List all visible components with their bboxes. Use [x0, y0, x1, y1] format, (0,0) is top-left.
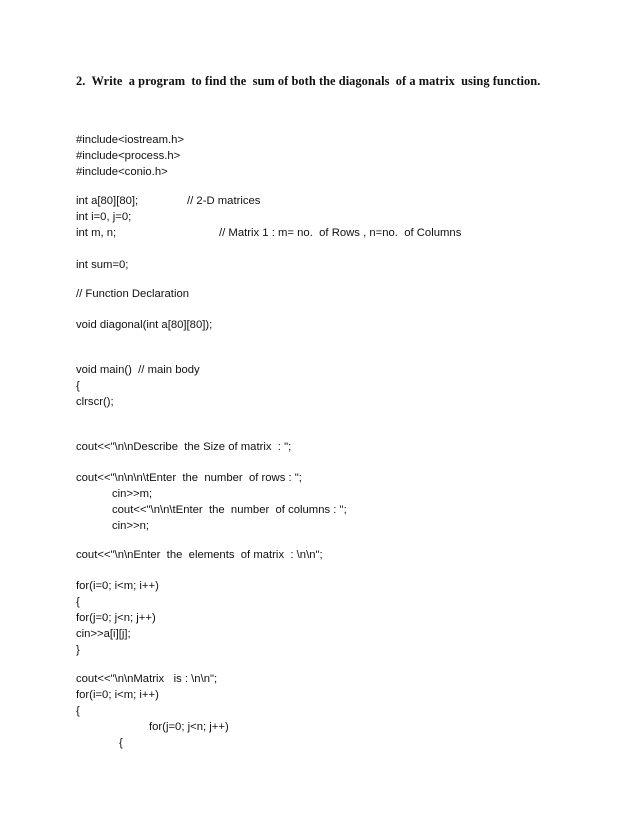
code-comment: // Matrix 1 : m= no. of Rows , n=no. of Columns [219, 227, 462, 239]
code-line: void diagonal(int a[80][80]); [76, 319, 213, 331]
code-line: cout<<"\n\n\tEnter the number of columns : "; [112, 504, 347, 516]
code-line: cout<<"\n\nDescribe the Size of matrix : "; [76, 441, 292, 453]
code-line: cin>>a[i][j]; [76, 628, 131, 640]
code-line: { [119, 737, 123, 749]
code-line: clrscr(); [76, 396, 114, 408]
code-line: { [76, 380, 80, 392]
code-line: for(j=0; j<n; j++) [149, 721, 229, 733]
code-line: } [76, 644, 80, 656]
code-line: #include<process.h> [76, 150, 181, 162]
code-line: cin>>n; [112, 520, 150, 532]
code-line: cout<<"\n\nEnter the elements of matrix : \n\n"; [76, 549, 323, 561]
code-line: #include<conio.h> [76, 166, 168, 178]
code-line: cin>>m; [112, 488, 153, 500]
code-line: for(j=0; j<n; j++) [76, 612, 156, 624]
code-line: { [76, 705, 80, 717]
code-line: int i=0, j=0; [76, 211, 132, 223]
code-line: for(i=0; i<m; i++) [76, 580, 159, 592]
code-line: void main() // main body [76, 364, 200, 376]
code-line: #include<iostream.h> [76, 134, 185, 146]
question-heading: 2. Write a program to find the sum of both the diagonals of a matrix using function. [76, 74, 541, 88]
code-comment: // 2-D matrices [187, 195, 261, 207]
code-line: for(i=0; i<m; i++) [76, 689, 159, 701]
code-line: int sum=0; [76, 259, 129, 271]
code-line: { [76, 596, 80, 608]
code-line: cout<<"\n\n\n\tEnter the number of rows : "; [76, 472, 302, 484]
code-line: // Function Declaration [76, 288, 190, 300]
code-line: cout<<"\n\nMatrix is : \n\n"; [76, 673, 218, 685]
code-line: int m, n; [76, 227, 117, 239]
code-line: int a[80][80]; [76, 195, 139, 207]
